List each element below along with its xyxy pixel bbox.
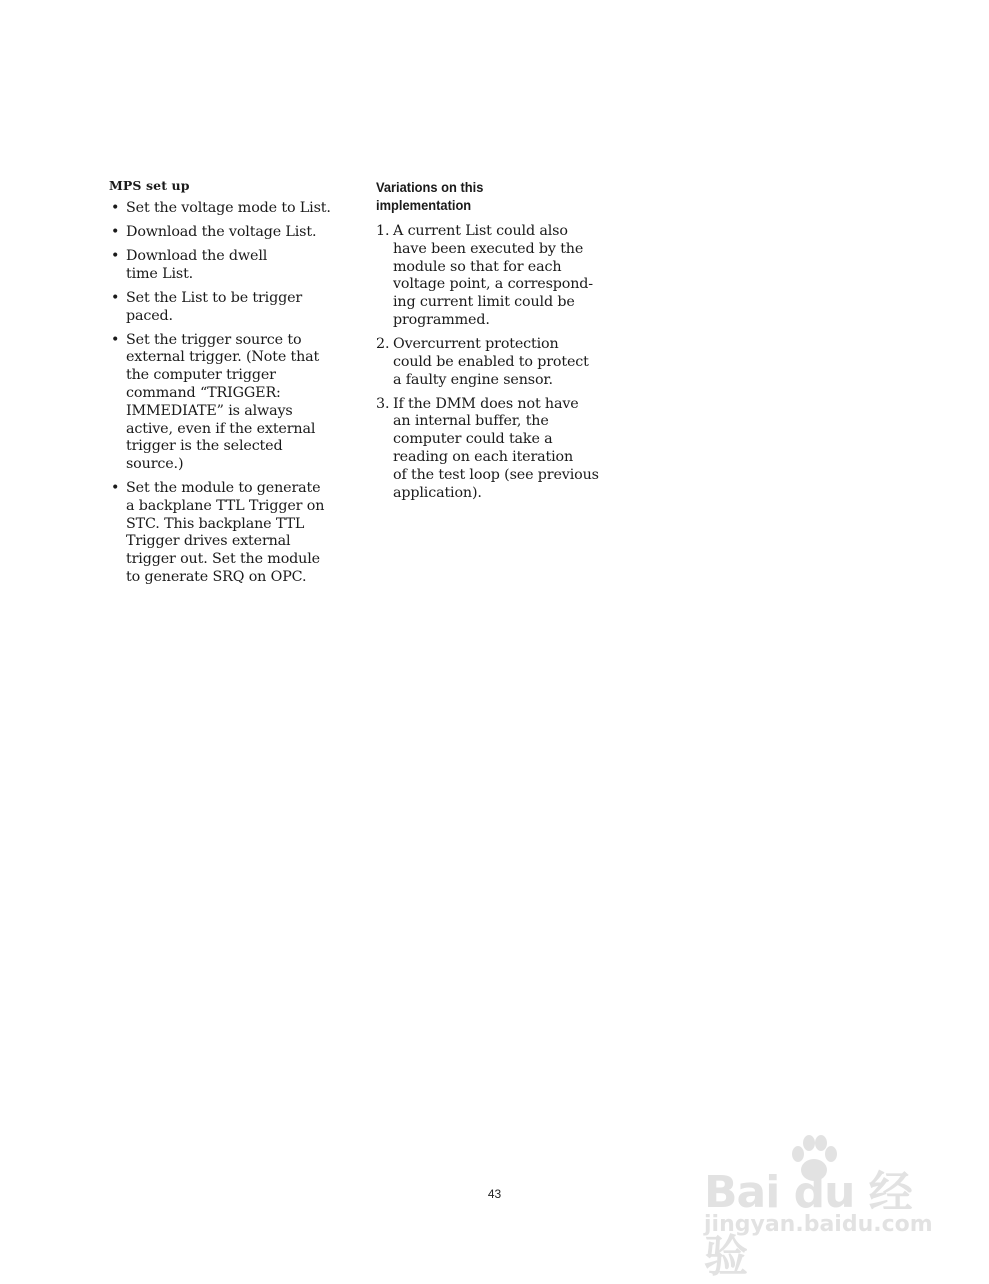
list-item	[109, 332, 359, 474]
bullet-icon: •	[111, 480, 120, 497]
list-item-text: If the DMM does not have	[393, 395, 579, 412]
list-item-text: ing current limit could be	[393, 294, 575, 311]
heading-line: Variations on this	[376, 179, 484, 195]
list-item-text: reading on each iteration	[393, 448, 574, 465]
bullet-icon: •	[111, 200, 120, 216]
list-item-text: source.)	[126, 456, 184, 473]
list-item-text: Trigger drives external	[126, 533, 291, 550]
right-column	[376, 178, 626, 509]
list-item-text: STC. This backplane TTL	[126, 515, 305, 532]
list-item-text: programmed.	[393, 311, 490, 328]
list-item-text: a backplane TTL Trigger on	[126, 497, 325, 514]
bullet-icon: •	[111, 223, 120, 240]
list-item	[109, 290, 359, 326]
list-item-text: have been executed by the	[393, 240, 584, 257]
list-item	[376, 396, 626, 503]
list-item-text: Set the trigger source to	[126, 331, 302, 348]
list-item	[376, 336, 626, 389]
list-item-text: Download the voltage List.	[126, 223, 317, 240]
list-item-text: a faulty engine sensor.	[393, 371, 553, 388]
baidu-watermark	[700, 1130, 940, 1282]
list-item-text: active, even if the external	[126, 420, 316, 437]
list-item-text: module so that for each	[393, 258, 562, 275]
list-item-text: IMMEDIATE” is always	[126, 402, 293, 419]
list-item-text: Set the module to generate	[126, 480, 321, 497]
list-item	[376, 223, 626, 330]
list-item-text: an internal buffer, the	[393, 413, 549, 430]
bullet-icon: •	[111, 289, 120, 306]
list-item	[109, 224, 359, 242]
list-item-text: Download the dwell	[126, 247, 268, 264]
watermark-brand: Bai du 经验	[704, 1167, 912, 1282]
heading-line: implementation	[376, 197, 472, 213]
page-number: 43	[487, 1187, 502, 1201]
bullet-icon: •	[111, 331, 120, 348]
list-item-text: time List.	[126, 265, 194, 282]
list-item-text: voltage point, a correspond-	[393, 276, 593, 293]
setup-steps-list	[109, 200, 359, 587]
watermark-url: jingyan.baidu.com	[704, 1212, 933, 1237]
list-item-text: trigger is the selected	[126, 438, 283, 455]
section-heading-variations	[376, 178, 606, 214]
variations-list	[376, 223, 626, 502]
list-item-text: A current List could also	[393, 223, 568, 239]
list-item-text: to generate SRQ on OPC.	[126, 569, 307, 586]
list-item-text: Overcurrent protection	[393, 335, 559, 352]
list-item-text: could be enabled to protect	[393, 353, 589, 370]
list-item	[109, 200, 359, 218]
bullet-icon: •	[111, 247, 120, 264]
list-item-text: trigger out. Set the module	[126, 551, 320, 568]
list-number: 1.	[376, 223, 390, 239]
left-column	[109, 178, 359, 593]
list-item	[109, 480, 359, 587]
list-item-text: command “TRIGGER:	[126, 384, 281, 401]
list-item	[109, 248, 359, 284]
list-item-text: the computer trigger	[126, 367, 276, 384]
list-number: 2.	[376, 335, 390, 352]
section-heading-mps-setup: MPS set up	[109, 178, 190, 193]
list-item-text: external trigger. (Note that	[126, 349, 320, 366]
list-item-text: Set the List to be trigger	[126, 289, 303, 306]
list-item-text: Set the voltage mode to List.	[126, 200, 331, 216]
list-item-text: computer could take a	[393, 431, 553, 448]
list-item-text: application).	[393, 484, 482, 501]
list-item-text: paced.	[126, 307, 173, 324]
list-number: 3.	[376, 395, 390, 412]
list-item-text: of the test loop (see previous	[393, 466, 599, 483]
